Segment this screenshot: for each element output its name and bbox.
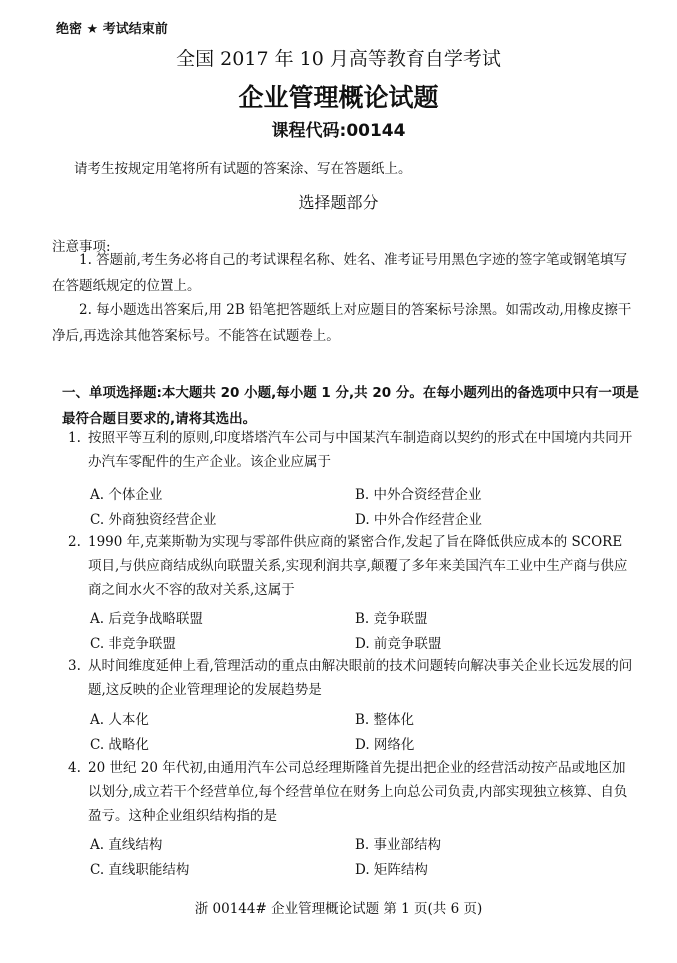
option-c: C. 直线职能结构 <box>90 862 190 878</box>
question-4 <box>68 756 634 828</box>
option-c: C. 战略化 <box>90 737 149 753</box>
question-text: 从时间维度延伸上看,管理活动的重点由解决眼前的技术问题转向解决事关企业长远发展的问题,这反映的企业管理理论的发展趋势是 <box>88 658 633 698</box>
option-a: A. 人本化 <box>90 712 149 728</box>
option-c: C. 外商独资经营企业 <box>90 512 217 528</box>
part-title: 选择题部分 <box>298 193 379 212</box>
option-d: D. 前竞争联盟 <box>355 636 442 652</box>
question-text: 按照平等互利的原则,印度塔塔汽车公司与中国某汽车制造商以契约的形式在中国境内共同开办汽车零配件的生产企业。该企业应属于 <box>88 430 633 470</box>
option-b: B. 竞争联盟 <box>355 611 428 627</box>
section-heading: 一、单项选择题:本大题共 20 小题,每小题 1 分,共 20 分。在每小题列出的备选项中只有一项是最符合题目要求的,请将其选出。 <box>62 385 639 427</box>
option-a: A. 个体企业 <box>90 487 163 503</box>
subject-title: 企业管理概论试题 <box>238 83 439 112</box>
question-1 <box>68 426 634 474</box>
instruction-line: 请考生按规定用笔将所有试题的答案涂、写在答题纸上。 <box>74 161 412 177</box>
question-number: 4. <box>68 760 81 776</box>
option-d: D. 矩阵结构 <box>355 862 428 878</box>
question-text: 1990 年,克莱斯勒为实现与零部件供应商的紧密合作,发起了旨在降低供应成本的 SCORE 项目,与供应商结成纵向联盟关系,实现利润共享,颠覆了多年来美国汽车工业中生产商与供应商之间水火不容的敌对关系,这属于 <box>88 534 628 598</box>
option-b: B. 整体化 <box>355 712 415 728</box>
question-2 <box>68 530 634 602</box>
question-text: 20 世纪 20 年代初,由通用汽车公司总经理斯隆首先提出把企业的经营活动按产品或地区加以划分,成立若干个经营单位,每个经营单位在财务上向总公司负责,内部实现独立核算、自负盈亏。这种企业组织结构指的是 <box>88 760 628 824</box>
note-item: 1. 答题前,考生务必将自己的考试课程名称、姓名、准考证号用黑色字迹的签字笔或钢笔填写在答题纸规定的位置上。 <box>52 252 627 294</box>
confidential-mark: 绝密 ★ 考试结束前 <box>56 22 168 37</box>
option-a: A. 直线结构 <box>90 837 163 853</box>
course-code: 课程代码:00144 <box>271 121 406 141</box>
option-d: D. 中外合作经营企业 <box>355 512 482 528</box>
question-3 <box>68 654 634 702</box>
option-d: D. 网络化 <box>355 737 415 753</box>
page-footer: 浙 00144# 企业管理概论试题 第 1 页(共 6 页) <box>194 901 483 917</box>
note-item: 2. 每小题选出答案后,用 2B 铅笔把答题纸上对应题目的答案标号涂黑。如需改动,用橡皮擦干净后,再选涂其他答案标号。不能答在试题卷上。 <box>52 302 632 344</box>
option-c: C. 非竞争联盟 <box>90 636 176 652</box>
exam-title: 全国 2017 年 10 月高等教育自学考试 <box>176 48 501 70</box>
question-number: 2. <box>68 534 81 550</box>
option-b: B. 事业部结构 <box>355 837 442 853</box>
option-b: B. 中外合资经营企业 <box>355 487 482 503</box>
question-number: 3. <box>68 658 81 674</box>
notes-heading: 注意事项: <box>52 239 111 255</box>
question-number: 1. <box>68 430 81 446</box>
option-a: A. 后竞争战略联盟 <box>90 611 203 627</box>
